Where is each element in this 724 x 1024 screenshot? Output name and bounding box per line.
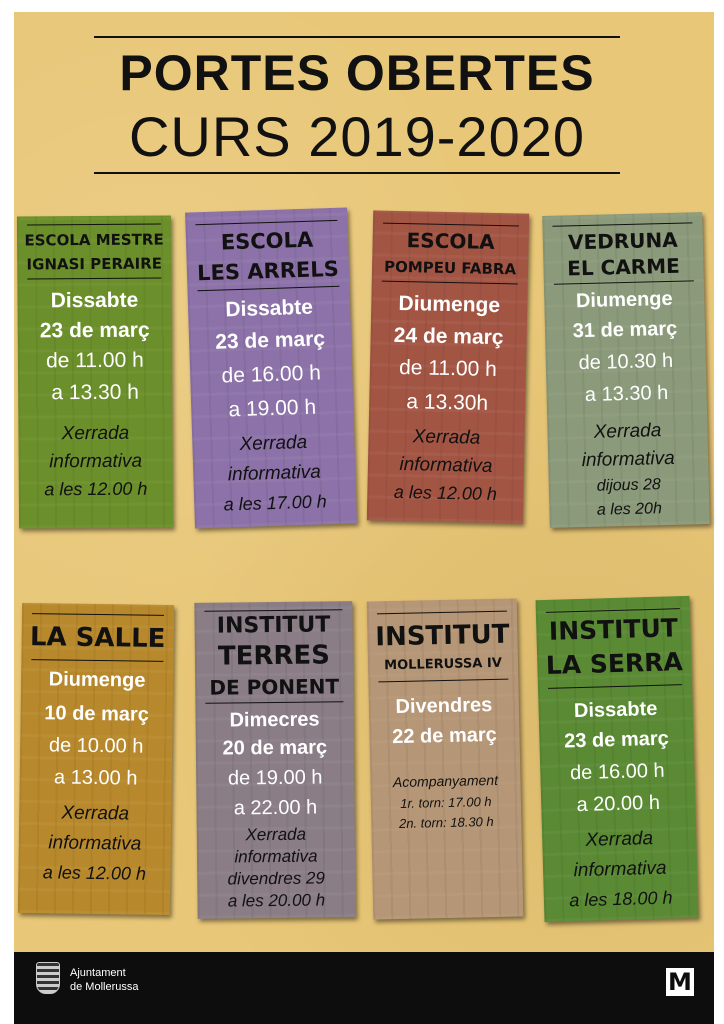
card-rule xyxy=(205,701,343,703)
school-name-line1: ESCOLA xyxy=(220,227,314,255)
day: Diumenge xyxy=(398,291,501,318)
school-name-line1: ESCOLA xyxy=(406,228,495,254)
note-line4: a les 20h xyxy=(596,500,663,519)
card-institut-terres-de-ponent xyxy=(194,601,355,919)
day: Dissabte xyxy=(573,697,658,723)
note-line2: informativa xyxy=(49,450,143,473)
note-line1: Xerrada xyxy=(245,824,307,845)
day: Diumenge xyxy=(575,287,673,313)
note-line3: a les 12.00 h xyxy=(44,478,148,500)
school-name-line2: IGNASI PERAIRE xyxy=(26,254,163,274)
school-name-line1: INSTITUT xyxy=(375,619,510,653)
card-la-salle xyxy=(18,603,174,915)
school-name-line1: INSTITUT xyxy=(548,613,679,646)
note-line1: Xerrada xyxy=(61,422,130,445)
time-to: a 20.00 h xyxy=(576,791,661,817)
day: Dissabte xyxy=(50,288,139,313)
school-name-line1: VEDRUNA xyxy=(567,227,678,255)
school-name-line1: INSTITUT xyxy=(216,612,331,639)
card-rule xyxy=(378,679,508,683)
time-to: a 13.00 h xyxy=(53,766,138,790)
card-escola-mestre-ignasi-peraire xyxy=(17,215,173,528)
date: 24 de març xyxy=(393,323,504,350)
title-portes-obertes: PORTES OBERTES xyxy=(119,45,595,101)
crest-icon xyxy=(36,962,60,994)
time-to: a 22.00 h xyxy=(233,796,318,820)
day: Divendres xyxy=(395,694,493,719)
card-rule xyxy=(546,608,680,613)
card-rule xyxy=(195,220,337,225)
card-rule xyxy=(27,278,161,280)
school-name-line2: TERRES xyxy=(217,640,331,672)
title-bottom-rule xyxy=(94,172,620,174)
note-line2: informativa xyxy=(573,857,667,882)
card-rule xyxy=(204,609,342,611)
day: Diumenge xyxy=(48,668,146,692)
time-from: de 11.00 h xyxy=(398,355,498,382)
note-line1: Xerrada xyxy=(61,802,130,825)
date: 23 de març xyxy=(39,318,150,343)
card-rule xyxy=(27,224,161,226)
note-line2: informativa xyxy=(48,832,142,855)
card-escola-les-arrels xyxy=(185,208,357,529)
card-institut-la-serra xyxy=(536,596,699,922)
note-line3: dijous 28 xyxy=(596,476,662,495)
card-rule xyxy=(382,281,518,285)
card-rule xyxy=(377,611,507,615)
note-line3: divendres 29 xyxy=(227,868,326,889)
time-to: a 13.30 h xyxy=(51,380,140,405)
date: 31 de març xyxy=(572,317,678,343)
school-name-line2: LA SERRA xyxy=(545,647,684,680)
card-rule xyxy=(552,222,692,226)
card-vedruna-el-carme xyxy=(542,212,710,528)
note-line3: a les 12.00 h xyxy=(42,862,147,884)
school-name-line1: ESCOLA MESTRE xyxy=(24,230,164,250)
card-institut-mollerussa-iv xyxy=(367,598,524,919)
note-line3: 2n. torn: 18.30 h xyxy=(398,813,494,831)
card-rule xyxy=(31,659,163,662)
note-line4: a les 20.00 h xyxy=(227,890,326,911)
card-rule xyxy=(554,280,694,284)
org-name xyxy=(70,966,138,995)
time-from: de 10.30 h xyxy=(578,349,674,375)
title-top-rule xyxy=(94,36,620,38)
time-from: de 11.00 h xyxy=(45,348,144,373)
date: 20 de març xyxy=(222,736,328,760)
note-line1: Xerrada xyxy=(239,431,308,456)
note-line1: Xerrada xyxy=(412,426,481,449)
note-line2: informativa xyxy=(234,846,318,867)
school-name-line3: DE PONENT xyxy=(209,674,340,700)
date: 10 de març xyxy=(44,702,150,726)
school-name-line2: MOLLERUSSA IV xyxy=(384,655,502,674)
time-from: de 19.00 h xyxy=(227,766,323,790)
date: 22 de març xyxy=(392,723,497,749)
card-rule xyxy=(198,286,340,291)
note-line1: Acompanyament xyxy=(392,771,499,791)
time-from: de 16.00 h xyxy=(221,361,322,388)
card-escola-pompeu-fabra xyxy=(367,210,529,523)
school-name-line2: POMPEU FABRA xyxy=(383,257,517,279)
m-logo-icon: M xyxy=(666,968,694,996)
time-from: de 10.00 h xyxy=(48,734,144,758)
time-from: de 16.00 h xyxy=(569,759,665,785)
day: Dimecres xyxy=(229,708,320,732)
school-name-line2: EL CARME xyxy=(566,253,681,281)
note-line2: 1r. torn: 17.00 h xyxy=(400,794,492,811)
title-curs: CURS 2019-2020 xyxy=(128,105,586,168)
org-name-line2: de Mollerussa xyxy=(70,981,139,994)
note-line2: informativa xyxy=(399,454,493,477)
note-line3: a les 12.00 h xyxy=(393,481,498,505)
school-name-line1: LA SALLE xyxy=(29,622,166,654)
date: 23 de març xyxy=(214,327,326,354)
date: 23 de març xyxy=(563,727,670,753)
footer-bar xyxy=(14,952,714,1024)
time-to: a 13.30 h xyxy=(584,381,669,407)
time-to: a 19.00 h xyxy=(228,395,317,422)
note-line2: informativa xyxy=(227,461,322,486)
note-line1: Xerrada xyxy=(585,828,654,851)
org-name-line1: Ajuntament xyxy=(70,967,126,979)
note-line3: a les 18.00 h xyxy=(569,887,673,911)
note-line3: a les 17.00 h xyxy=(223,491,328,515)
note-line2: informativa xyxy=(581,447,675,472)
school-name-line2: LES ARRELS xyxy=(196,256,340,286)
note-line1: Xerrada xyxy=(593,420,662,443)
day: Dissabte xyxy=(225,295,314,322)
card-rule xyxy=(548,684,682,689)
time-to: a 13.30h xyxy=(406,390,489,415)
card-rule xyxy=(32,613,164,616)
card-rule xyxy=(383,223,519,227)
